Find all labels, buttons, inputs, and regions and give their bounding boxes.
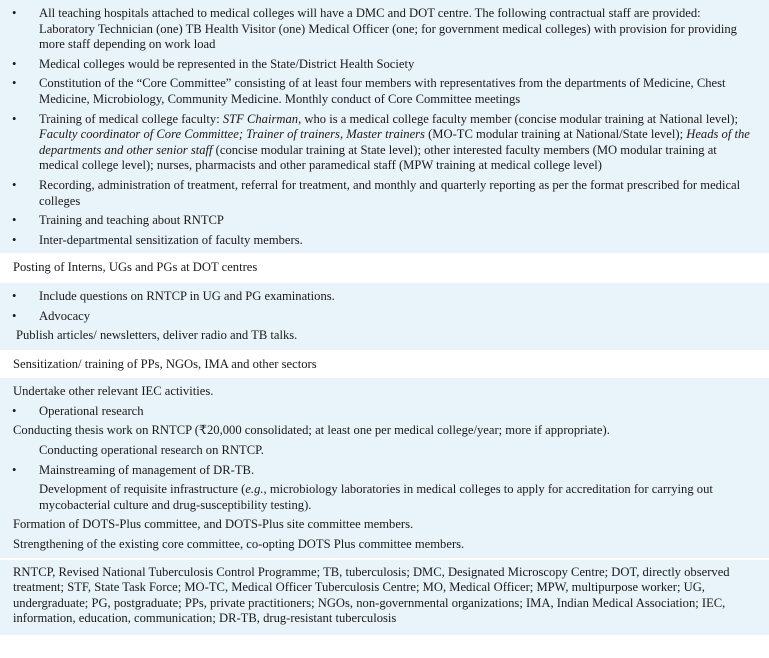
list-item bbox=[0, 309, 759, 325]
bullet: • bbox=[12, 288, 17, 303]
list-item-text: All teaching hospitals attached to medical colleges will have a DMC and DOT centre. The following contractual staff are provided: Laboratory Technician (one) TB Health Visitor (one) Medical Officer (one; for government medical colleges) with provision for providing more staff depending on work load bbox=[39, 6, 737, 52]
list-item bbox=[0, 213, 759, 229]
footnote-abbreviations bbox=[0, 560, 769, 635]
text-line: Formation of DOTS-Plus committee, and DOTS-Plus site committee members. bbox=[13, 517, 414, 532]
list-item-text: Inter-departmental sensitization of faculty members. bbox=[39, 232, 303, 247]
text-line: Strengthening of the existing core committee, co-opting DOTS Plus committee members. bbox=[13, 537, 465, 552]
section-posting bbox=[0, 255, 769, 283]
section-examinations-advocacy bbox=[0, 283, 769, 350]
italic-run: STF Chairman bbox=[222, 111, 299, 126]
text-run: Training of medical college faculty: bbox=[39, 111, 223, 126]
bullet: • bbox=[12, 56, 17, 71]
list-item-text bbox=[39, 112, 750, 173]
list-item bbox=[0, 233, 759, 249]
bullet: • bbox=[12, 213, 17, 228]
list-item-text: Mainstreaming of management of DR-TB. bbox=[39, 462, 255, 477]
text-run: (concise modular training at State level); other interested faculty members (MO modular training at medical college level); nurses, pharmacists and other paramedical staff (MPW training at medical college level) bbox=[39, 142, 717, 173]
list-item-text: Recording, administration of treatment, referral for treatment, and monthly and quarterly reporting as per the format prescribed for medical colleges bbox=[39, 177, 741, 208]
text-run: , microbiology laboratories in medical colleges to apply for accreditation for carrying out mycobacterial culture and drug-susceptibility testing). bbox=[39, 482, 713, 512]
text-run: Development of requisite infrastructure ( bbox=[39, 482, 246, 497]
list-item bbox=[0, 6, 759, 53]
section-heading: Posting of Interns, UGs and PGs at DOT centres bbox=[13, 260, 258, 275]
section-medical-college-provisions bbox=[0, 0, 769, 253]
italic-run: Faculty coordinator of Core Committee; Trainer of trainers, Master trainers bbox=[39, 127, 425, 142]
bullet: • bbox=[12, 308, 17, 323]
text-line: Conducting operational research on RNTCP. bbox=[39, 443, 264, 458]
section-research-drtb bbox=[0, 378, 769, 557]
list-item-text: Advocacy bbox=[39, 308, 91, 323]
bullet: • bbox=[12, 6, 17, 20]
text-line: Undertake other relevant IEC activities. bbox=[13, 384, 214, 399]
list-item bbox=[0, 76, 759, 107]
list-item-text: Constitution of the “Core Committee” consisting of at least four members with representatives from the departments of Medicine, Chest Medicine, Microbiology, Community Medicine. Monthly conduct of Core Committee meetings bbox=[39, 76, 726, 106]
footnote-text: RNTCP, Revised National Tuberculosis Control Programme; TB, tuberculosis; DMC, Designated Microscopy Centre; DOT, directly observed treatment; STF, State Task Force; MO-TC, Medical Officer Tuberculosis Centre; MO, Medical Officer; MPW, multipurpose worker; UG, undergraduate; PG, postgraduate; PPs, private practitioners; NGOs, non-governmental organizations; IMA, Indian Medical Association; IEC, information, education, communication; DR-TB, drug-resistant tuberculosis bbox=[13, 564, 730, 626]
list-item bbox=[0, 404, 759, 420]
list-item-text: Training and teaching about RNTCP bbox=[39, 213, 224, 228]
list-item bbox=[0, 289, 759, 305]
bullet: • bbox=[12, 462, 17, 477]
text-line bbox=[0, 482, 759, 513]
list-item-text: Operational research bbox=[39, 403, 144, 418]
list-item-training bbox=[0, 112, 759, 174]
list-item bbox=[0, 178, 759, 209]
bullet: • bbox=[12, 403, 17, 418]
list-item-text: Include questions on RNTCP in UG and PG examinations. bbox=[39, 288, 335, 303]
list-item bbox=[0, 57, 759, 73]
list-item bbox=[0, 463, 759, 479]
text-run: , who is a medical college faculty member (concise modular training at National level); bbox=[298, 111, 738, 126]
text-line: Conducting thesis work on RNTCP (₹20,000 consolidated; at least one per medical college/year; more if appropriate). bbox=[13, 423, 610, 438]
list-item-text: Medical colleges would be represented in the State/District Health Society bbox=[39, 56, 415, 71]
section-heading: Sensitization/ training of PPs, NGOs, IMA and other sectors bbox=[13, 356, 317, 371]
italic-run: Heads of the departments and other senior staff bbox=[39, 127, 750, 157]
bullet: • bbox=[12, 111, 17, 126]
text-line: Publish articles/ newsletters, deliver radio and TB talks. bbox=[16, 328, 298, 343]
italic-run: e.g. bbox=[245, 482, 264, 497]
section-sensitization bbox=[0, 352, 769, 379]
bullet: • bbox=[12, 177, 17, 192]
text-run: (MO-TC modular training at National/State level); bbox=[424, 127, 687, 142]
bullet: • bbox=[12, 76, 17, 91]
bullet: • bbox=[12, 232, 17, 247]
